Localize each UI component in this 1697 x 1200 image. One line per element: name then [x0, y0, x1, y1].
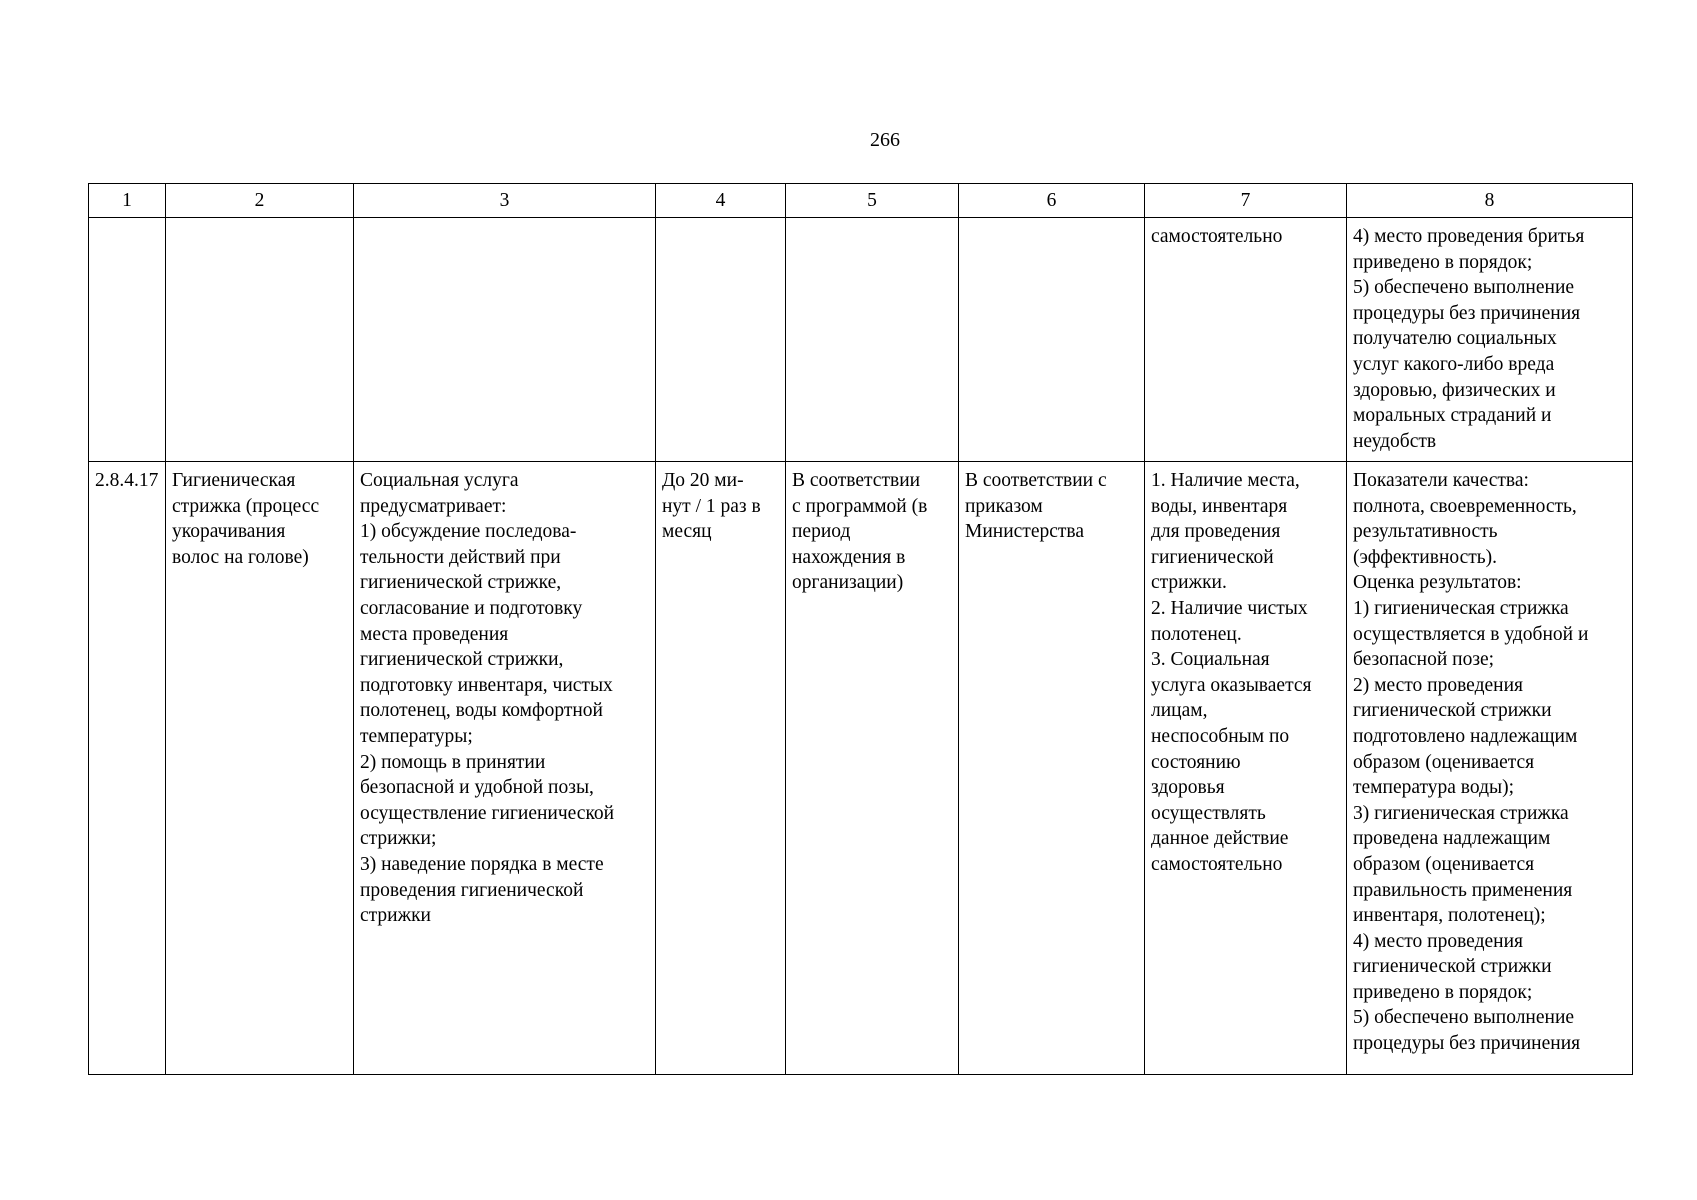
cell-provision-terms: В соответствии с программой (в период нахождения в организации) — [786, 462, 959, 1075]
table-row-2-8-4-17 — [89, 462, 1633, 1075]
cell-item-number — [89, 218, 166, 462]
cell-conditions: самостоятельно — [1145, 218, 1347, 462]
cell-conditions: 1. Наличие места, воды, инвентаря для проведения гигиенической стрижки. 2. Наличие чистых полотенец. 3. Социальная услуга оказывается лицам, неспособным по состоянию здоровья осуществлять данное действие самостоятельно — [1145, 462, 1347, 1075]
table-row-continuation — [89, 218, 1633, 462]
column-number-7: 7 — [1145, 184, 1347, 218]
cell-duration-frequency: До 20 ми- нут / 1 раз в месяц — [656, 462, 786, 1075]
cell-service-name: Гигиеническая стрижка (процесс укорачивания волос на голове) — [166, 462, 354, 1075]
cell-item-number: 2.8.4.17 — [89, 462, 166, 1075]
column-number-8: 8 — [1347, 184, 1633, 218]
cell-service-name — [166, 218, 354, 462]
cell-duration-frequency — [656, 218, 786, 462]
column-number-2: 2 — [166, 184, 354, 218]
column-number-6: 6 — [959, 184, 1145, 218]
cell-service-description: Социальная услуга предусматривает: 1) обсуждение последова- тельности действий при гигиенической стрижке, согласование и подготовку места проведения гигиенической стрижки, подготовку инвентаря, чистых полотенец, воды комфортной температуры; 2) помощь в принятии безопасной и удобной позы, осуществление гигиенической стрижки; 3) наведение порядка в месте проведения гигиенической стрижки — [354, 462, 656, 1075]
column-number-4: 4 — [656, 184, 786, 218]
cell-quality-indicators: 4) место проведения бритья приведено в порядок; 5) обеспечено выполнение процедуры без причинения получателю социальных услуг какого-либо вреда здоровью, физических и моральных страданий и неудобств — [1347, 218, 1633, 462]
cell-quality-indicators: Показатели качества: полнота, своевременность, результативность (эффективность). Оценка результатов: 1) гигиеническая стрижка осуществляется в удобной и безопасной позе; 2) место проведения гигиенической стрижки подготовлено надлежащим образом (оценивается температура воды); 3) гигиеническая стрижка проведена надлежащим образом (оценивается правильность применения инвентаря, полотенец); 4) место проведения гигиенической стрижки приведено в порядок; 5) обеспечено выполнение процедуры без причинения — [1347, 462, 1633, 1075]
cell-tariff: В соответствии с приказом Министерства — [959, 462, 1145, 1075]
column-number-header-row — [89, 184, 1633, 218]
column-number-5: 5 — [786, 184, 959, 218]
cell-service-description — [354, 218, 656, 462]
column-number-3: 3 — [354, 184, 656, 218]
page-number: 266 — [870, 129, 900, 151]
cell-provision-terms — [786, 218, 959, 462]
services-table — [88, 183, 1633, 1075]
cell-tariff — [959, 218, 1145, 462]
column-number-1: 1 — [89, 184, 166, 218]
